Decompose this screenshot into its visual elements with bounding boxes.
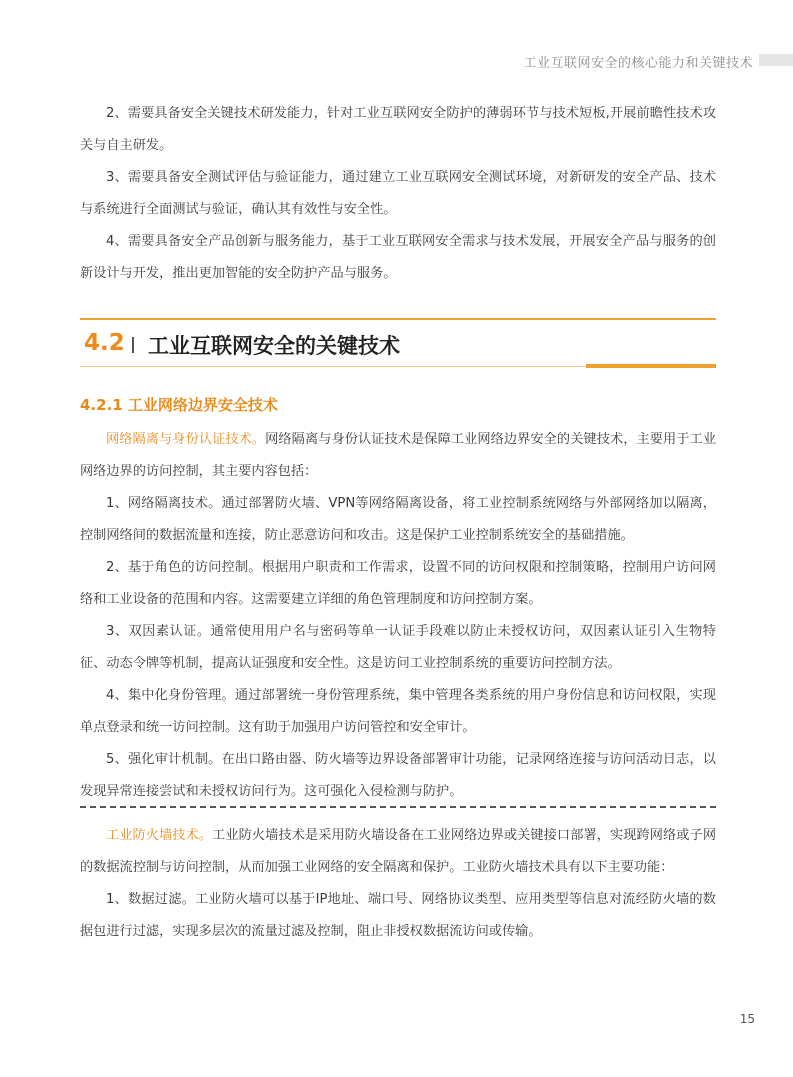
section-bottom-rule [80, 366, 600, 367]
paragraph-intro-4: 4、需要具备安全产品创新与服务能力，基于工业互联网安全需求与技术发展，开展安全产品与服务的创新设计与开发，推出更加智能的安全防护产品与服务。 [80, 234, 716, 281]
lead-text: 工业防火墙技术是采用防火墙设备在工业网络边界或关键接口部署，实现跨网络或子网的数据流控制与访问控制，从而加强工业网络的安全隔离和保护。工业防火墙技术具有以下主要功能： [80, 828, 717, 875]
section-separator [132, 337, 134, 353]
list-item-5: 5、强化审计机制。在出口路由器、防火墙等边界设备部署审计功能，记录网络连接与访问活动日志，以发现异常连接尝试和未授权访问行为。这可强化入侵检测与防护。 [80, 752, 716, 799]
list-item-2: 2、基于角色的访问控制。根据用户职责和工作需求，设置不同的访问权限和控制策略，控制用户访问网络和工业设备的范围和内容。这需要建立详细的角色管理制度和访问控制方案。 [80, 560, 716, 607]
paragraph-network-isolation-lead [80, 424, 716, 488]
paragraph-intro-3: 3、需要具备安全测试评估与验证能力，通过建立工业互联网安全测试环境，对新研发的安全产品、技术与系统进行全面测试与验证，确认其有效性与安全性。 [80, 170, 716, 217]
header-decor-bar [759, 54, 793, 66]
list-item-4: 4、集中化身份管理。通过部署统一身份管理系统，集中管理各类系统的用户身份信息和访问权限，实现单点登录和统一访问控制。这有助于加强用户访问管控和安全审计。 [80, 688, 716, 735]
paragraph-firewall-lead [80, 820, 716, 884]
paragraph-intro-2: 2、需要具备安全关键技术研发能力，针对工业互联网安全防护的薄弱环节与技术短板,开展前瞻性技术攻关与自主研发。 [80, 106, 716, 153]
list-item-1: 1、数据过滤。工业防火墙可以基于IP地址、端口号、网络协议类型、应用类型等信息对流经防火墙的数据包进行过滤，实现多层次的流量过滤及控制，阻止非授权数据流访问或传输。 [80, 892, 716, 939]
running-header-title: 工业互联网安全的核心能力和关键技术 [523, 56, 753, 71]
lead-text: 网络隔离与身份认证技术是保障工业网络边界安全的关键技术，主要用于工业网络边界的访问控制，其主要内容包括： [80, 432, 717, 479]
section-number: 4.2 [84, 330, 125, 356]
dashed-divider [80, 806, 716, 808]
section-heading [80, 318, 716, 368]
subsection-title: 4.2.1 工业网络边界安全技术 [80, 396, 278, 414]
highlight-term: 网络隔离与身份认证技术。 [106, 432, 266, 447]
section-bottom-accent [586, 364, 716, 368]
page-number: 15 [739, 1012, 755, 1026]
section-top-rule [80, 318, 716, 320]
list-item-1: 1、网络隔离技术。通过部署防火墙、VPN等网络隔离设备，将工业控制系统网络与外部网络加以隔离，控制网络间的数据流量和连接，防止恶意访问和攻击。这是保护工业控制系统安全的基础措施。 [80, 496, 716, 543]
list-item-3: 3、双因素认证。通常使用用户名与密码等单一认证手段难以防止未授权访问，双因素认证引入生物特征、动态令牌等机制，提高认证强度和安全性。这是访问工业控制系统的重要访问控制方法。 [80, 624, 716, 671]
highlight-term: 工业防火墙技术。 [106, 828, 213, 843]
section-title: 工业互联网安全的关键技术 [148, 334, 400, 358]
